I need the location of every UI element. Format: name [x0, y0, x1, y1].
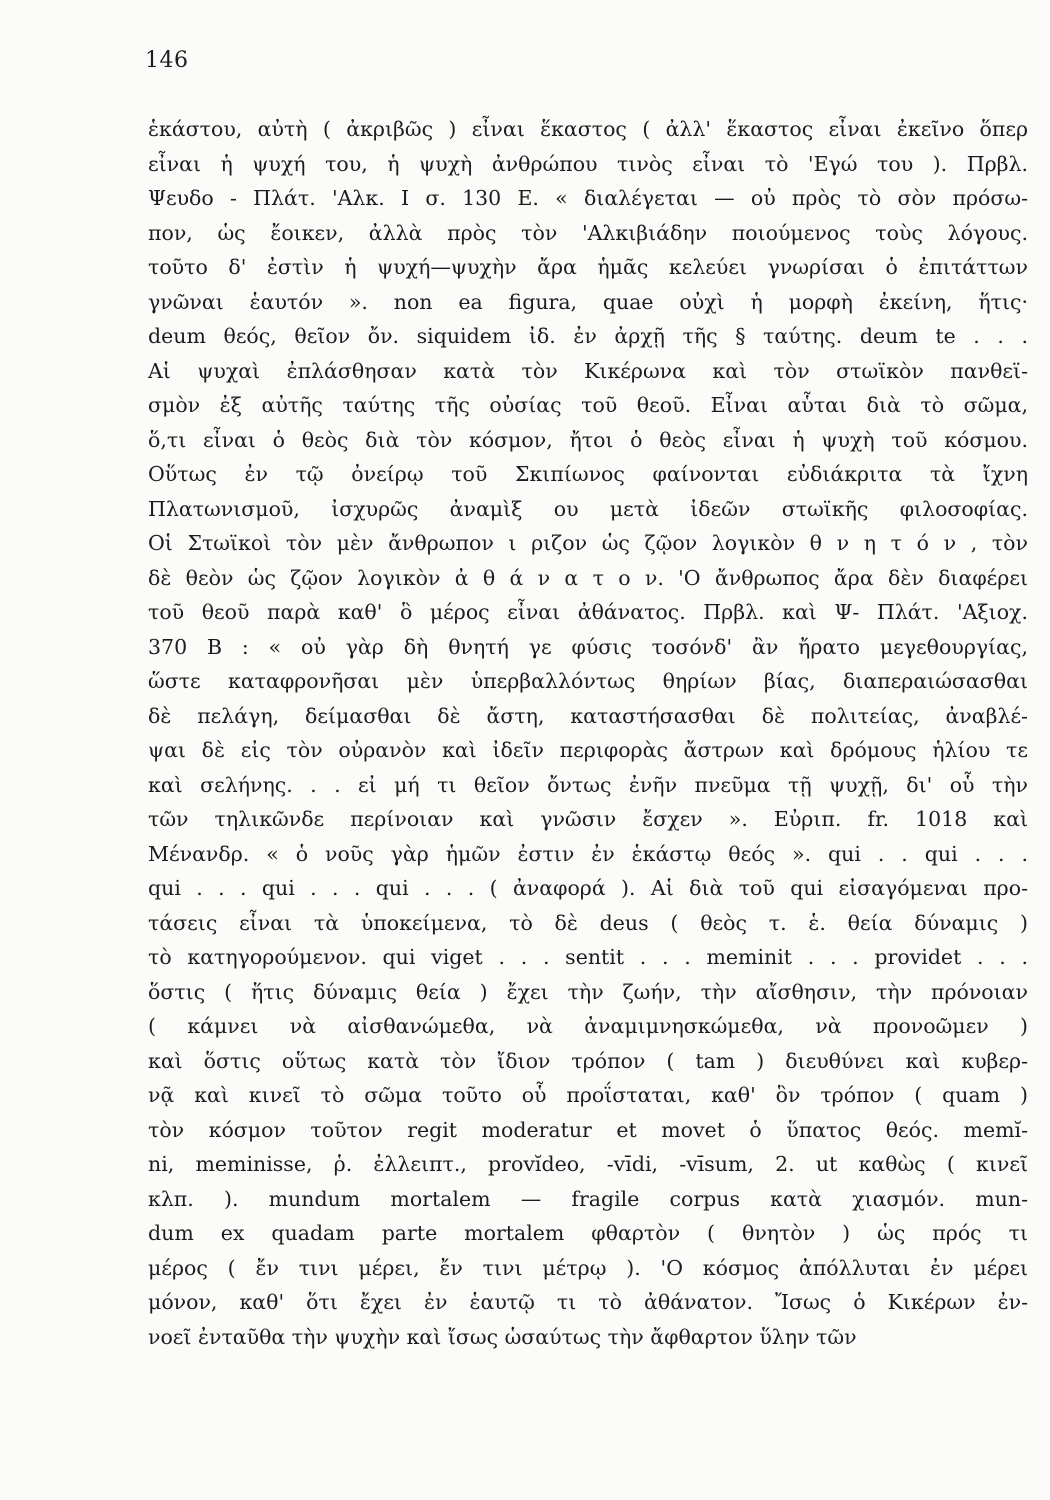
- text-line: τὸ κατηγορούμενον. qui viget . . . sentit . . . meminit . . . providet . . .: [148, 945, 1028, 969]
- page-number: 146: [145, 48, 189, 73]
- text-line: ὥστε καταφρονῆσαι μὲν ὑπερβαλλόντως θηρίων βίας, διαπεραιώσασθαι: [148, 669, 1028, 693]
- text-line: τῶν τηλικῶνδε περίνοιαν καὶ γνῶσιν ἔσχεν ». Εὐριπ. fr. 1018 καὶ: [148, 807, 1028, 831]
- text-line: μόνον, καθ' ὅτι ἔχει ἐν ἑαυτῷ τι τὸ ἀθάνατον. Ἴσως ὁ Κικέρων ἐν-: [148, 1290, 1028, 1314]
- text-line: πον, ὡς ἔοικεν, ἀλλὰ πρὸς τὸν 'Αλκιβιάδην ποιούμενος τοὺς λόγους.: [148, 220, 1028, 245]
- commentary-text: [148, 112, 1028, 1354]
- text-line: ψαι δὲ εἰς τὸν οὐρανὸν καὶ ἰδεῖν περιφορὰς ἄστρων καὶ δρόμους ἡλίου τε: [148, 738, 1028, 762]
- text-line: 370 Β : « οὐ γὰρ δὴ θνητή γε φύσις τοσόνδ' ἂν ἤρατο μεγεθουργίας,: [148, 634, 1028, 659]
- text-line: τοῦτο δ' ἐστὶν ἡ ψυχή—ψυχὴν ἄρα ἡμᾶς κελεύει γνωρίσαι ὁ ἐπιτάττων: [148, 255, 1028, 279]
- text-line: εἶναι ἡ ψυχή του, ἡ ψυχὴ ἀνθρώπου τινὸς εἶναι τὸ 'Εγώ του ). Πρβλ.: [148, 151, 1028, 176]
- text-line: Μένανδρ. « ὁ νοῦς γὰρ ἡμῶν ἐστιν ἐν ἑκάστῳ θεός ». qui . . qui . . .: [148, 841, 1028, 866]
- text-line: dum ex quadam parte mortalem φθαρτὸν ( θνητὸν ) ὡς πρός τι: [148, 1221, 1028, 1245]
- text-line: δὲ θεὸν ὡς ζῷον λογικὸν ἀ θ ά ν α τ ο ν. 'Ο ἄνθρωπος ἄρα δὲν διαφέρει: [148, 565, 1028, 590]
- text-line: ὅ,τι εἶναι ὁ θεὸς διὰ τὸν κόσμον, ἤτοι ὁ θεὸς εἶναι ἡ ψυχὴ τοῦ κόσμου.: [148, 427, 1028, 452]
- text-line: δὲ πελάγη, δείμασθαι δὲ ἄστη, καταστήσασθαι δὲ πολιτείας, ἀναβλέ-: [148, 703, 1028, 728]
- text-line: σμὸν ἐξ αὐτῆς ταύτης τῆς οὐσίας τοῦ θεοῦ. Εἶναι αὗται διὰ τὸ σῶμα,: [148, 393, 1028, 417]
- text-line: καὶ ὅστις οὕτως κατὰ τὸν ἴδιον τρόπον ( tam ) διευθύνει καὶ κυβερ-: [148, 1048, 1028, 1073]
- text-line: ἑκάστου, αὐτὴ ( ἀκριβῶς ) εἶναι ἕκαστος ( ἀλλ' ἕκαστος εἶναι ἐκεῖνο ὅπερ: [148, 117, 1028, 141]
- text-line: μέρος ( ἔν τινι μέρει, ἔν τινι μέτρῳ ). 'Ο κόσμος ἀπόλλυται ἐν μέρει: [148, 1255, 1028, 1280]
- text-line: Οἱ Στωϊκοὶ τὸν μὲν ἄνθρωπον ι ριζον ὡς ζῷον λογικὸν θ ν η τ ό ν , τὸν: [148, 531, 1028, 555]
- text-line: deum θεός, θεῖον ὄν. siquidem ἰδ. ἐν ἀρχῇ τῆς § ταύτης. deum te . . .: [148, 324, 1028, 348]
- text-line: τοῦ θεοῦ παρὰ καθ' ὃ μέρος εἶναι ἀθάνατος. Πρβλ. καὶ Ψ- Πλάτ. 'Αξιοχ.: [148, 600, 1028, 624]
- text-line: ni, meminisse, ῥ. ἐλλειπτ., provĭdeo, -vīdi, -vīsum, 2. ut καθὼς ( κινεῖ: [148, 1152, 1028, 1176]
- text-line: τάσεις εἶναι τὰ ὑποκείμενα, τὸ δὲ deus ( θεὸς τ. ἑ. θεία δύναμις ): [148, 910, 1028, 935]
- text-line: γνῶναι ἑαυτόν ». non ea figura, quae οὐχὶ ἡ μορφὴ ἐκείνη, ἥτις·: [148, 289, 1028, 314]
- text-line: νοεῖ ἐνταῦθα τὴν ψυχὴν καὶ ἴσως ὡσαύτως τὴν ἄφθαρτον ὕλην τῶν: [148, 1324, 857, 1349]
- text-line: ὅστις ( ἥτις δύναμις θεία ) ἔχει τὴν ζωήν, τὴν αἴσθησιν, τὴν πρόνοιαν: [148, 979, 1028, 1004]
- text-line: Πλατωνισμοῦ, ἰσχυρῶς ἀναμὶξ ου μετὰ ἰδεῶν στωϊκῆς φιλοσοφίας.: [148, 496, 1028, 521]
- text-line: Αἱ ψυχαὶ ἐπλάσθησαν κατὰ τὸν Κικέρωνα καὶ τὸν στωϊκὸν πανθεϊ-: [148, 358, 1028, 383]
- text-line: Ψευδο - Πλάτ. 'Αλκ. Ι σ. 130 Ε. « διαλέγεται — οὐ πρὸς τὸ σὸν πρόσω-: [148, 186, 1028, 210]
- text-line: τὸν κόσμον τοῦτον regit moderatur et movet ὁ ὕπατος θεός. memĭ-: [148, 1117, 1028, 1142]
- text-line: κλπ. ). mundum mortalem — fragile corpus κατὰ χιασμόν. mun-: [148, 1186, 1028, 1211]
- text-line: Οὕτως ἐν τῷ ὀνείρῳ τοῦ Σκιπίωνος φαίνονται εὐδιάκριτα τὰ ἴχνη: [148, 462, 1028, 486]
- text-line: qui . . . qui . . . qui . . . ( ἀναφορά ). Αἱ διὰ τοῦ qui εἰσαγόμεναι προ-: [148, 876, 1028, 900]
- text-line: νᾷ καὶ κινεῖ τὸ σῶμα τοῦτο οὗ προΐσταται, καθ' ὃν τρόπον ( quam ): [148, 1083, 1028, 1107]
- text-line: καὶ σελήνης. . . εἰ μή τι θεῖον ὄντως ἐνῆν πνεῦμα τῇ ψυχῇ, δι' οὗ τὴν: [148, 772, 1028, 797]
- text-line: ( κάμνει νὰ αἰσθανώμεθα, νὰ ἀναμιμνησκώμεθα, νὰ προνοῶμεν ): [148, 1014, 1028, 1038]
